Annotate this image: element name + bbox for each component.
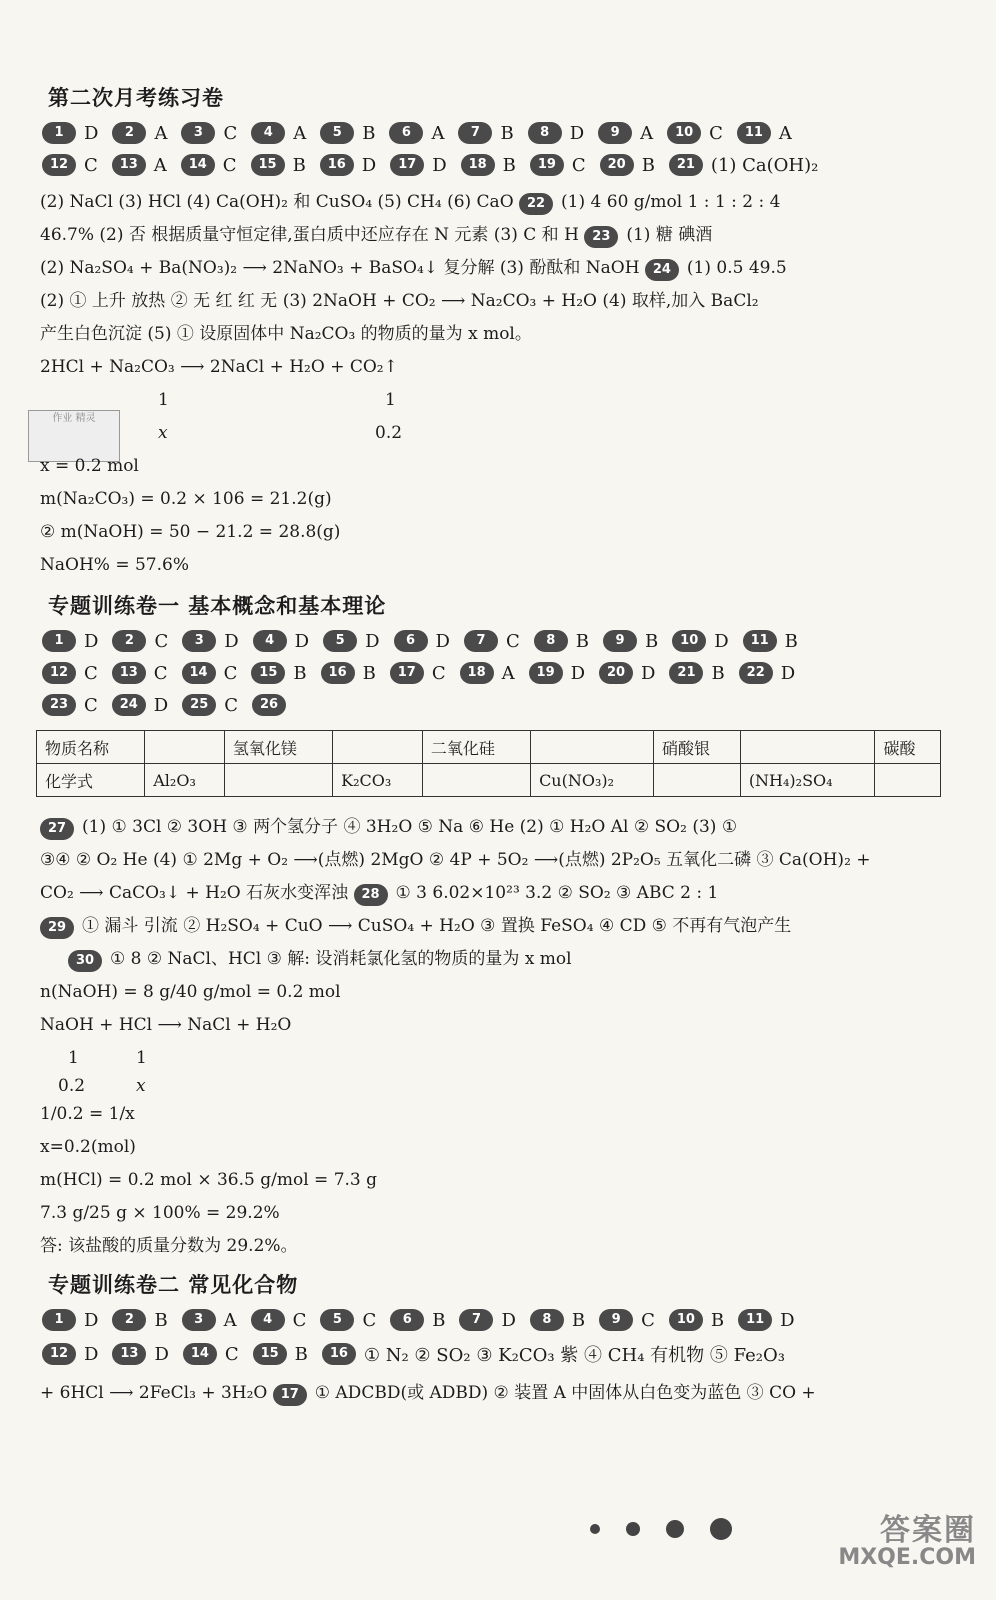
question-number: 13 [112, 154, 146, 176]
table-cell [875, 764, 941, 797]
answer-item [743, 630, 798, 652]
answer-letter: A [431, 122, 445, 144]
answer-letter: B [154, 1309, 168, 1331]
table-cell [531, 731, 654, 764]
table-cell: 碳酸 [875, 731, 941, 764]
answer-item [394, 630, 450, 652]
question-number: 22 [519, 193, 553, 215]
answer-letter: D [570, 662, 586, 684]
answer-item [253, 1343, 308, 1365]
answer-item [603, 630, 658, 652]
answer-letter: D [641, 662, 656, 684]
question-number: 12 [42, 154, 76, 176]
text-line: (2) NaCl (3) HCl (4) Ca(OH)₂ 和 CuSO₄ (5) CH₄ (6) CaO 22 (1) 4 60 g/mol 1 : 1 : 2 : 4 [40, 186, 968, 219]
answer-letter: A [778, 122, 792, 144]
question-number: 10 [669, 1309, 703, 1331]
question-number: 11 [738, 1309, 772, 1331]
question-number: 25 [182, 694, 216, 716]
answer-letter: B [711, 662, 725, 684]
answer-letter: A [223, 1309, 237, 1331]
table-cell: K₂CO₃ [333, 764, 423, 797]
question-number: 15 [251, 662, 285, 684]
answer-letter: A [154, 122, 168, 144]
watermark-logo: 答案圈 [880, 1513, 976, 1548]
answer-letter: A [293, 122, 307, 144]
answer-row [42, 154, 968, 176]
text-line: 产生白色沉淀 (5) ① 设原固体中 Na₂CO₃ 的物质的量为 x mol。 [40, 324, 532, 344]
section-title-compounds: 专题训练卷二 常见化合物 [48, 1273, 299, 1297]
text-line: (2) Na₂SO₄ + Ba(NO₃)₂ ⟶ 2NaNO₃ + BaSO₄↓ 复分解 (3) 酚酞和 NaOH 24 (1) 0.5 49.5 [40, 252, 968, 285]
question-number: 18 [460, 662, 494, 684]
answer-letter: C [84, 662, 98, 684]
answer-item [461, 154, 516, 176]
question-number: 1 [42, 1309, 76, 1331]
question-number: 16 [322, 1343, 356, 1365]
answer-letter: C [154, 630, 169, 652]
answer-row [42, 694, 968, 716]
answer-letter: B [644, 630, 659, 652]
ratio-line: 1 1 [158, 390, 396, 410]
question-number: 14 [183, 1343, 217, 1365]
answer-letter: C [84, 154, 98, 176]
answer-item [390, 662, 446, 684]
answer-item [599, 662, 655, 684]
table-cell: Al₂O₃ [145, 764, 225, 797]
answer-letter: C [223, 662, 238, 684]
watermark-url: MXQE.COM [838, 1545, 976, 1570]
answer-letter: B [571, 1309, 586, 1331]
question-number: 23 [42, 694, 76, 716]
ratio-line: 0.2 x [58, 1076, 146, 1096]
answer-item [459, 1309, 515, 1331]
table-cell [333, 731, 423, 764]
answer-letter: C [153, 662, 168, 684]
question-number: 15 [251, 154, 285, 176]
answer-row [42, 662, 968, 684]
answer-letter: C [431, 662, 446, 684]
question-number: 5 [320, 1309, 354, 1331]
question-number: 10 [667, 122, 701, 144]
answer-letter: B [432, 1309, 446, 1331]
question-number: 6 [394, 630, 428, 652]
answer-letter: B [293, 662, 307, 684]
answer-item [529, 662, 585, 684]
table-cell: 二氧化硅 [422, 731, 530, 764]
answer-sentence: 答: 该盐酸的质量分数为 29.2%。 [40, 1236, 298, 1256]
question-number: 21 [669, 154, 703, 176]
question-number: 23 [584, 226, 618, 248]
document-page [28, 82, 968, 1410]
text-line: m(HCl) = 0.2 mol × 36.5 g/mol = 7.3 g [40, 1170, 378, 1190]
answer-letter: C [709, 122, 723, 144]
answer-letter: D [361, 154, 377, 176]
answer-item [390, 1309, 445, 1331]
stamp-text: 作业 精灵 [52, 413, 96, 424]
table-cell [653, 764, 740, 797]
answer-item [320, 1309, 376, 1331]
answer-item [42, 1343, 98, 1365]
answer-item [42, 1309, 98, 1331]
dot-icon [590, 1524, 600, 1534]
answer-item [530, 1309, 585, 1331]
answer-item [599, 1309, 655, 1331]
question-number: 17 [390, 154, 424, 176]
question-number: 9 [599, 1309, 633, 1331]
answer-letter: A [153, 154, 167, 176]
answer-letter: C [223, 122, 238, 144]
table-cell: (NH₄)₂SO₄ [740, 764, 875, 797]
answer-item [738, 1309, 794, 1331]
question-number: 11 [737, 122, 771, 144]
question-number: 13 [112, 662, 146, 684]
section-title-monthly: 第二次月考练习卷 [48, 86, 224, 110]
answer-item [42, 154, 98, 176]
text-line: 29 ① 漏斗 引流 ② H₂SO₄ + CuO ⟶ CuSO₄ + H₂O ③ 置换 FeSO₄ ④ CD ⑤ 不再有气泡产生 [40, 910, 968, 943]
question-number: 6 [389, 122, 423, 144]
text-line: ② m(NaOH) = 50 − 21.2 = 28.8(g) [40, 522, 341, 542]
answer-item [181, 154, 237, 176]
answer-letter: A [640, 122, 654, 144]
text-line: 46.7% (2) 否 根据质量守恒定律,蛋白质中还应存在 N 元素 (3) C 和 H 23 (1) 糖 碘酒 [40, 219, 968, 252]
answer-item [390, 154, 446, 176]
answer-item [251, 1309, 307, 1331]
answer-letter: B [362, 662, 376, 684]
table-cell [422, 764, 530, 797]
answer-letter: D [365, 630, 380, 652]
chemical-table [36, 730, 941, 797]
question-number: 10 [672, 630, 706, 652]
question-number: 2 [112, 630, 146, 652]
question-number: 8 [528, 122, 562, 144]
answer-letter: B [500, 122, 514, 144]
table-cell: Cu(NO₃)₂ [531, 764, 654, 797]
text-line: + 6HCl ⟶ 2FeCl₃ + 3H₂O 17 ① ADCBD(或 ADBD) ② 装置 A 中固体从白色变为蓝色 ③ CO + [40, 1377, 968, 1410]
answer-letter: B [502, 154, 516, 176]
section-title-concepts: 专题训练卷一 基本概念和基本理论 [48, 594, 387, 618]
text-line: m(Na₂CO₃) = 0.2 × 106 = 21.2(g) [40, 489, 332, 509]
answer-row [42, 122, 968, 144]
question-number: 12 [42, 662, 76, 684]
answer-item [182, 1309, 237, 1331]
answer-letter: D [153, 694, 169, 716]
answer-item [251, 154, 306, 176]
answer-letter: C [292, 1309, 307, 1331]
question-number: 21 [669, 662, 703, 684]
dot-icon [666, 1520, 684, 1538]
answer-item [600, 154, 655, 176]
question-number: 26 [252, 694, 286, 716]
question-number: 8 [530, 1309, 564, 1331]
question-number: 7 [459, 1309, 493, 1331]
question-number: 7 [464, 630, 498, 652]
answer-item [320, 122, 375, 144]
ratio-line: x 0.2 [158, 423, 403, 443]
table-row [37, 731, 941, 764]
answer-item [737, 122, 792, 144]
question-number: 27 [40, 818, 74, 840]
question-number: 9 [603, 630, 637, 652]
answer-item [112, 662, 168, 684]
answer-item [320, 154, 376, 176]
text-line: x=0.2(mol) [40, 1137, 136, 1157]
question-number: 1 [42, 122, 76, 144]
equation-line: NaOH + HCl ⟶ NaCl + H₂O [40, 1015, 292, 1035]
answer-item [112, 630, 168, 652]
answer-letter: C [224, 694, 238, 716]
answer-letter: B [710, 1309, 725, 1331]
question-number: 2 [112, 1309, 146, 1331]
answer-letter: D [780, 1309, 795, 1331]
text-line: x = 0.2 mol [40, 456, 139, 476]
question-number: 14 [181, 154, 215, 176]
answer-item [112, 694, 168, 716]
answer-letter: C [641, 1309, 655, 1331]
question-number: 29 [40, 917, 74, 939]
question-number: 5 [323, 630, 357, 652]
question-number: 4 [251, 1309, 285, 1331]
question-number: 16 [321, 662, 355, 684]
question-number: 28 [354, 884, 388, 906]
question-number: 1 [42, 630, 76, 652]
answer-item [112, 154, 167, 176]
question-number: 22 [739, 662, 773, 684]
answer-letter: C [505, 630, 520, 652]
answer-item [112, 1343, 168, 1365]
answer-item [458, 122, 513, 144]
answer-item [460, 662, 515, 684]
answer-letter: D [154, 1343, 169, 1365]
answer-letter: C [84, 694, 98, 716]
answer-letter: D [84, 122, 99, 144]
equation-line: 2HCl + Na₂CO₃ ⟶ 2NaCl + H₂O + CO₂↑ [40, 357, 398, 377]
table-cell [224, 764, 332, 797]
question-number: 15 [253, 1343, 287, 1365]
answer-item [42, 662, 98, 684]
question-number: 6 [390, 1309, 424, 1331]
answer-letter: B [294, 1343, 308, 1365]
question-number: 8 [534, 630, 568, 652]
text-line: (2) ① 上升 放热 ② 无 红 红 无 (3) 2NaOH + CO₂ ⟶ Na₂CO₃ + H₂O (4) 取样,加入 BaCl₂ [40, 291, 759, 311]
answer-row [42, 1309, 968, 1331]
question-number: 14 [182, 662, 216, 684]
question-number: 5 [320, 122, 354, 144]
answer-item [182, 662, 238, 684]
question-number: 18 [461, 154, 495, 176]
answer-letter: D [569, 122, 585, 144]
answer-letter: C [222, 154, 237, 176]
table-cell: 化学式 [37, 764, 145, 797]
dot-icon [626, 1522, 640, 1536]
question-number: 17 [273, 1384, 307, 1406]
answer-letter: A [501, 662, 515, 684]
answer-letter: D [432, 154, 447, 176]
answer-item [598, 122, 653, 144]
footer-dots [590, 1518, 732, 1540]
answer-item [112, 1309, 167, 1331]
answer-item [182, 694, 238, 716]
question-number: 9 [598, 122, 632, 144]
answer-letter: C [362, 1309, 377, 1331]
table-cell: 物质名称 [37, 731, 145, 764]
answer-letter: D [501, 1309, 516, 1331]
question-number: 2 [112, 122, 146, 144]
answer-letter: D [84, 630, 99, 652]
table-cell [145, 731, 225, 764]
answer-letter: B [575, 630, 589, 652]
answer-text: (1) Ca(OH)₂ [710, 154, 819, 176]
text-line: NaOH% = 57.6% [40, 555, 189, 575]
table-cell: 硝酸银 [653, 731, 740, 764]
question-number: 24 [112, 694, 146, 716]
question-number: 30 [68, 950, 102, 972]
answer-item [530, 154, 586, 176]
answer-text: ① N₂ ② SO₂ ③ K₂CO₃ 紫 ④ CH₄ 有机物 ⑤ Fe₂O₃ [363, 1345, 785, 1366]
answer-item [253, 630, 309, 652]
question-number: 11 [743, 630, 777, 652]
answer-letter: C [571, 154, 586, 176]
question-number: 20 [600, 154, 634, 176]
answer-item [321, 662, 376, 684]
answer-item [323, 630, 379, 652]
answer-item [528, 122, 584, 144]
answer-item [667, 122, 723, 144]
answer-item [42, 630, 98, 652]
answer-letter: C [224, 1343, 239, 1365]
answer-letter: B [362, 122, 376, 144]
answer-item [389, 122, 444, 144]
question-number: 7 [458, 122, 492, 144]
answer-letter: B [641, 154, 655, 176]
text-line: 30 ① 8 ② NaCl、HCl ③ 解: 设消耗氯化氢的物质的量为 x mol [68, 943, 968, 976]
answer-letter: D [294, 630, 310, 652]
answer-item [739, 662, 795, 684]
answer-item [534, 630, 589, 652]
ratio-line: 1 1 [68, 1048, 147, 1068]
answer-row [42, 630, 968, 652]
table-row [37, 764, 941, 797]
answer-letter: D [84, 1309, 99, 1331]
question-number: 20 [599, 662, 633, 684]
answer-letter: B [784, 630, 798, 652]
table-cell: 氢氧化镁 [224, 731, 332, 764]
question-number: 3 [182, 1309, 216, 1331]
answer-item [669, 662, 724, 684]
answer-item [251, 122, 306, 144]
text-line: CO₂ ⟶ CaCO₃↓ + H₂O 石灰水变浑浊 28 ① 3 6.02×10²³ 3.2 ② SO₂ ③ ABC 2 : 1 [40, 877, 968, 910]
question-number: 3 [181, 122, 215, 144]
text-line: n(NaOH) = 8 g/40 g/mol = 0.2 mol [40, 982, 341, 1002]
answer-letter: D [435, 630, 450, 652]
question-number: 3 [182, 630, 216, 652]
question-number: 13 [112, 1343, 146, 1365]
answer-item [464, 630, 520, 652]
question-number: 17 [390, 662, 424, 684]
answer-letter: D [84, 1343, 99, 1365]
answer-letter: B [292, 154, 306, 176]
question-number: 4 [253, 630, 287, 652]
answer-item [251, 662, 306, 684]
answer-item [181, 122, 237, 144]
question-number: 16 [320, 154, 354, 176]
answer-letter: D [224, 630, 239, 652]
answer-item [112, 122, 167, 144]
answer-item [669, 1309, 724, 1331]
question-number: 12 [42, 1343, 76, 1365]
fraction-line: 7.3 g/25 g × 100% = 29.2% [40, 1203, 280, 1223]
question-number: 24 [645, 259, 679, 281]
answer-item [252, 694, 294, 716]
table-cell [740, 731, 875, 764]
text-line: 27 (1) ① 3Cl ② 3OH ③ 两个氢分子 ④ 3H₂O ⑤ Na ⑥ He (2) ① H₂O Al ② SO₂ (3) ① [40, 811, 968, 844]
answer-letter: D [780, 662, 796, 684]
answer-item [42, 122, 98, 144]
question-number: 19 [529, 662, 563, 684]
fraction-line: 1/0.2 = 1/x [40, 1104, 135, 1124]
dot-icon [710, 1518, 732, 1540]
answer-item [672, 630, 728, 652]
answer-letter: D [714, 630, 729, 652]
answer-row [42, 1341, 968, 1367]
answer-item [183, 1343, 239, 1365]
answer-item [182, 630, 238, 652]
answer-item [42, 694, 98, 716]
text-line: ③④ ② O₂ He (4) ① 2Mg + O₂ ⟶(点燃) 2MgO ② 4P + 5O₂ ⟶(点燃) 2P₂O₅ 五氧化二磷 ③ Ca(OH)₂ + [40, 850, 871, 870]
question-number: 4 [251, 122, 285, 144]
question-number: 19 [530, 154, 564, 176]
